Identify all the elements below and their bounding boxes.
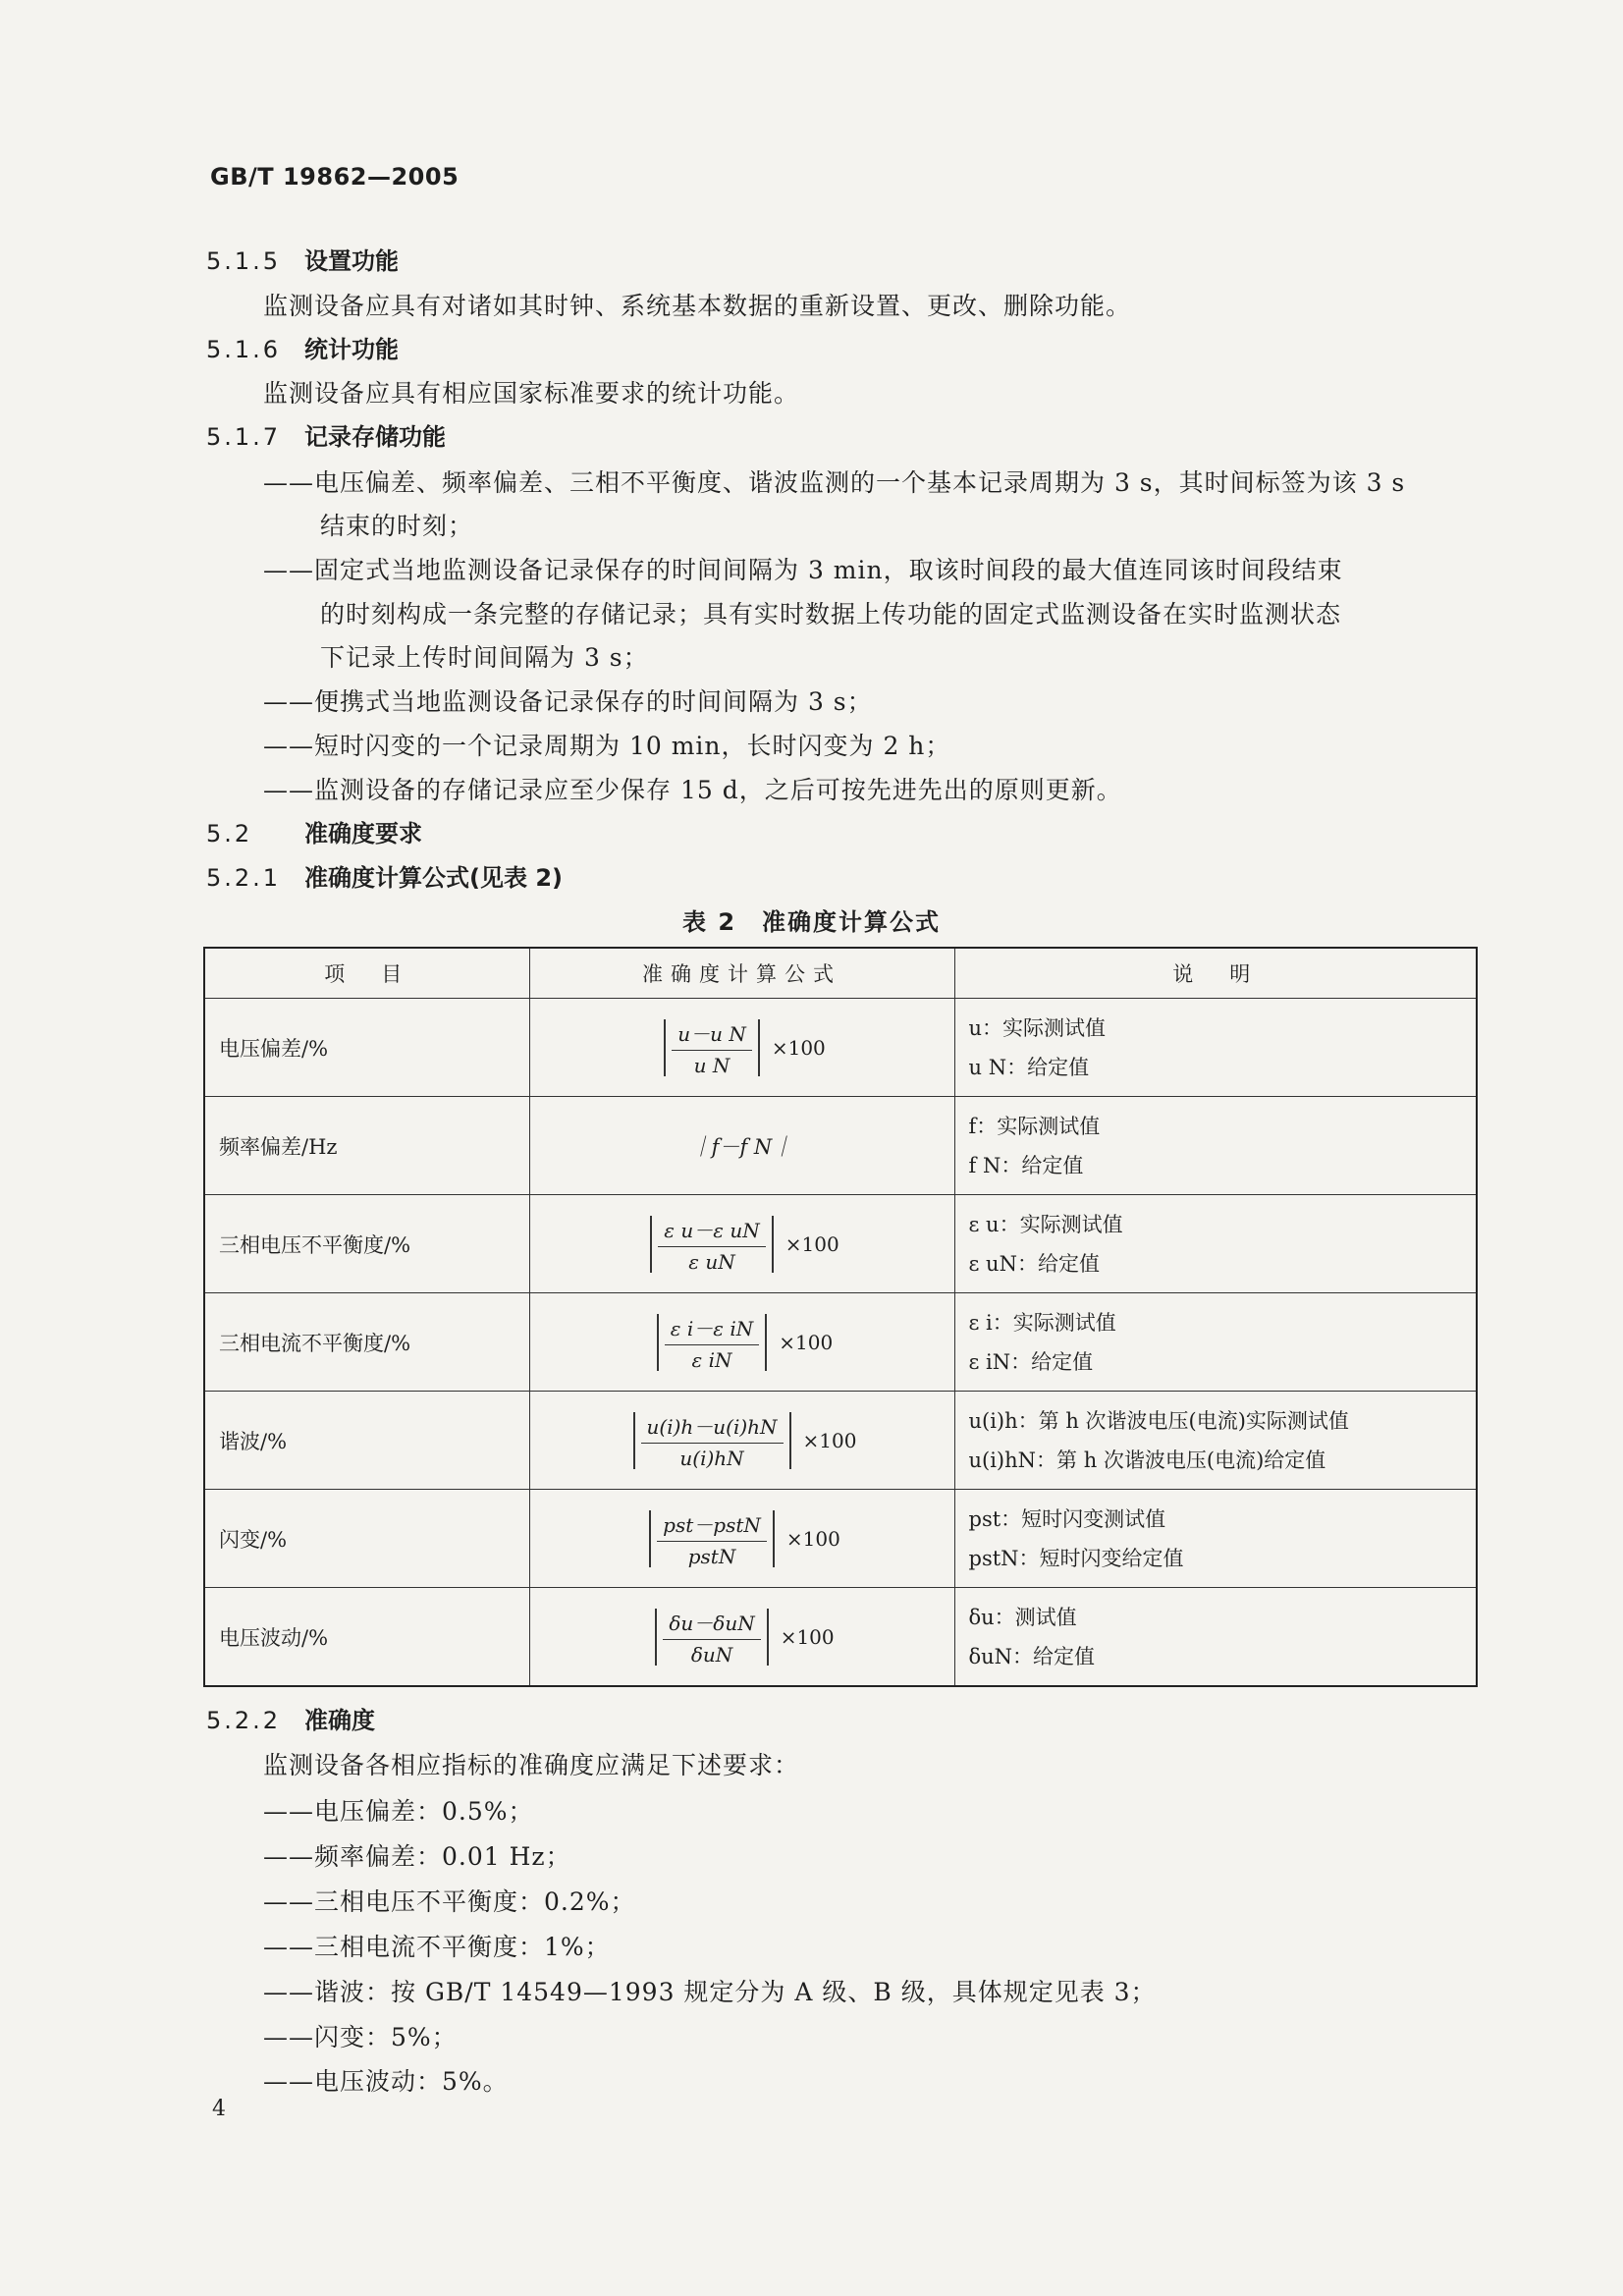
list-item: ——电压偏差、频率偏差、三相不平衡度、谐波监测的一个基本记录周期为 3 s，其时间标签为该 3 s bbox=[263, 468, 1406, 497]
list-item: ——三相电流不平衡度：1%； bbox=[263, 1933, 611, 1961]
abs-bar bbox=[657, 1314, 659, 1371]
denominator: u N bbox=[693, 1053, 730, 1077]
list-item: ——电压波动：5%。 bbox=[263, 2067, 509, 2096]
list-item: ——频率偏差：0.01 Hz； bbox=[263, 1842, 571, 1871]
list-item: ——短时闪变的一个记录周期为 10 min，长时闪变为 2 h； bbox=[263, 732, 951, 760]
section-title: 准确度要求 bbox=[304, 820, 422, 847]
section-number: 5.2 bbox=[206, 820, 253, 847]
table-row bbox=[204, 1195, 1477, 1293]
section-number: 5.1.6 bbox=[206, 336, 282, 363]
description-cell bbox=[954, 1490, 1477, 1588]
numerator: δu－δuN bbox=[663, 1608, 760, 1640]
formula-cell bbox=[529, 1293, 954, 1392]
description-line: δu：测试值 bbox=[968, 1605, 1077, 1629]
section-5-2-2-intro: 监测设备各相应指标的准确度应满足下述要求： bbox=[263, 1751, 800, 1779]
section-number: 5.1.5 bbox=[206, 247, 282, 275]
list-item-continuation: 结束的时刻； bbox=[320, 512, 474, 540]
abs-bar bbox=[758, 1019, 760, 1076]
list-item: ——三相电压不平衡度：0.2%； bbox=[263, 1887, 636, 1916]
fraction bbox=[641, 1411, 784, 1470]
fraction-formula bbox=[649, 1608, 834, 1667]
list-item: ——便携式当地监测设备记录保存的时间间隔为 3 s； bbox=[263, 687, 873, 716]
description-cell bbox=[954, 1195, 1477, 1293]
abs-bar bbox=[649, 1510, 651, 1567]
abs-bar bbox=[765, 1314, 767, 1371]
denominator: pstN bbox=[687, 1544, 736, 1568]
abs-bar bbox=[655, 1609, 657, 1666]
numerator: pst－pstN bbox=[657, 1509, 767, 1542]
numerator: ε i－ε iN bbox=[665, 1313, 759, 1345]
description-line: ε u：实际测试值 bbox=[968, 1212, 1123, 1236]
section-5-2-2-heading bbox=[206, 1701, 375, 1735]
denominator: ε iN bbox=[691, 1347, 732, 1372]
multiplier: ×100 bbox=[785, 1526, 840, 1551]
table-caption: 表 2 准确度计算公式 bbox=[681, 908, 942, 936]
abs-bar bbox=[772, 1216, 774, 1273]
fraction-formula bbox=[643, 1509, 840, 1568]
page-number: 4 bbox=[212, 2097, 226, 2121]
section-5-1-5-heading bbox=[206, 242, 399, 276]
table-header-row bbox=[204, 948, 1477, 999]
plain-formula: ｜f－f N｜ bbox=[690, 1134, 793, 1159]
section-5-1-7-heading bbox=[206, 417, 446, 452]
section-title: 设置功能 bbox=[304, 247, 399, 275]
formula-cell bbox=[529, 1490, 954, 1588]
column-header-item: 项 目 bbox=[204, 948, 529, 999]
section-title: 准确度 bbox=[304, 1707, 375, 1734]
description-cell bbox=[954, 1097, 1477, 1195]
table-row bbox=[204, 1293, 1477, 1392]
multiplier: ×100 bbox=[802, 1428, 857, 1452]
abs-bar bbox=[789, 1412, 791, 1469]
abs-bar bbox=[773, 1510, 775, 1567]
list-item-continuation: 的时刻构成一条完整的存储记录；具有实时数据上传功能的固定式监测设备在实时监测状态 bbox=[320, 600, 1342, 629]
description-cell bbox=[954, 1293, 1477, 1392]
description-line: δuN：给定值 bbox=[968, 1644, 1096, 1668]
column-header-description: 说 明 bbox=[954, 948, 1477, 999]
list-item-continuation: 下记录上传时间间隔为 3 s； bbox=[320, 643, 649, 672]
formula-cell bbox=[529, 1097, 954, 1195]
fraction-formula bbox=[658, 1018, 826, 1077]
table-row bbox=[204, 1097, 1477, 1195]
table-row bbox=[204, 1392, 1477, 1490]
denominator: u(i)hN bbox=[679, 1446, 744, 1470]
fraction bbox=[658, 1215, 765, 1274]
description-line: f N：给定值 bbox=[968, 1153, 1084, 1177]
formula-cell bbox=[529, 1392, 954, 1490]
accuracy-formula-table bbox=[203, 947, 1478, 1687]
denominator: ε uN bbox=[688, 1249, 735, 1274]
fraction bbox=[672, 1018, 752, 1077]
numerator: u－u N bbox=[672, 1018, 752, 1051]
multiplier: ×100 bbox=[780, 1624, 835, 1649]
description-line: u(i)hN：第 h 次谐波电压(电流)给定值 bbox=[968, 1448, 1326, 1472]
multiplier: ×100 bbox=[779, 1330, 834, 1354]
description-cell bbox=[954, 999, 1477, 1097]
section-title: 统计功能 bbox=[304, 336, 399, 363]
section-5-2-heading bbox=[206, 814, 422, 848]
item-cell: 三相电压不平衡度/% bbox=[204, 1195, 529, 1293]
multiplier: ×100 bbox=[771, 1035, 826, 1060]
description-line: u N：给定值 bbox=[968, 1055, 1090, 1079]
fraction bbox=[663, 1608, 760, 1667]
section-title: 准确度计算公式(见表 2) bbox=[304, 864, 563, 892]
item-cell: 闪变/% bbox=[204, 1490, 529, 1588]
table-row bbox=[204, 999, 1477, 1097]
list-item: ——监测设备的存储记录应至少保存 15 d，之后可按先进先出的原则更新。 bbox=[263, 776, 1122, 804]
fraction bbox=[657, 1509, 767, 1568]
numerator: u(i)h－u(i)hN bbox=[641, 1411, 784, 1444]
description-line: u(i)h：第 h 次谐波电压(电流)实际测试值 bbox=[968, 1408, 1349, 1433]
fraction bbox=[665, 1313, 759, 1372]
denominator: δuN bbox=[690, 1642, 733, 1667]
item-cell: 谐波/% bbox=[204, 1392, 529, 1490]
list-item: ——固定式当地监测设备记录保存的时间间隔为 3 min，取该时间段的最大值连同该时间段结束 bbox=[263, 556, 1343, 584]
section-number: 5.2.2 bbox=[206, 1707, 282, 1734]
description-line: pstN：短时闪变给定值 bbox=[968, 1546, 1184, 1570]
description-cell bbox=[954, 1588, 1477, 1687]
description-line: u：实际测试值 bbox=[968, 1015, 1107, 1040]
abs-bar bbox=[633, 1412, 635, 1469]
item-cell: 频率偏差/Hz bbox=[204, 1097, 529, 1195]
table-row bbox=[204, 1588, 1477, 1687]
multiplier: ×100 bbox=[784, 1231, 839, 1256]
item-cell: 电压偏差/% bbox=[204, 999, 529, 1097]
list-item: ——电压偏差：0.5%； bbox=[263, 1797, 534, 1826]
section-5-1-6-heading bbox=[206, 330, 399, 364]
description-line: ε uN：给定值 bbox=[968, 1251, 1100, 1276]
numerator: ε u－ε uN bbox=[658, 1215, 765, 1247]
list-item: ——闪变：5%； bbox=[263, 2023, 458, 2051]
section-5-1-5-text: 监测设备应具有对诸如其时钟、系统基本数据的重新设置、更改、删除功能。 bbox=[263, 292, 1132, 320]
section-5-2-1-heading bbox=[206, 858, 563, 893]
item-cell: 电压波动/% bbox=[204, 1588, 529, 1687]
section-5-1-6-text: 监测设备应具有相应国家标准要求的统计功能。 bbox=[263, 379, 800, 408]
section-number: 5.2.1 bbox=[206, 864, 282, 892]
description-line: f：实际测试值 bbox=[968, 1114, 1101, 1138]
fraction-formula bbox=[651, 1313, 833, 1372]
abs-bar bbox=[664, 1019, 666, 1076]
document-header: GB/T 19862—2005 bbox=[210, 163, 460, 191]
description-line: pst：短时闪变测试值 bbox=[968, 1506, 1166, 1531]
formula-cell bbox=[529, 1588, 954, 1687]
list-item: ——谐波：按 GB/T 14549—1993 规定分为 A 级、B 级，具体规定见表 3； bbox=[263, 1978, 1157, 2006]
fraction-formula bbox=[627, 1411, 857, 1470]
formula-cell bbox=[529, 999, 954, 1097]
column-header-formula: 准确度计算公式 bbox=[529, 948, 954, 999]
abs-bar bbox=[767, 1609, 769, 1666]
description-line: ε i：实际测试值 bbox=[968, 1310, 1116, 1335]
formula-cell bbox=[529, 1195, 954, 1293]
section-title: 记录存储功能 bbox=[304, 423, 446, 451]
section-number: 5.1.7 bbox=[206, 423, 282, 451]
description-line: ε iN：给定值 bbox=[968, 1349, 1094, 1374]
description-cell bbox=[954, 1392, 1477, 1490]
table-row bbox=[204, 1490, 1477, 1588]
item-cell: 三相电流不平衡度/% bbox=[204, 1293, 529, 1392]
fraction-formula bbox=[644, 1215, 839, 1274]
abs-bar bbox=[650, 1216, 652, 1273]
